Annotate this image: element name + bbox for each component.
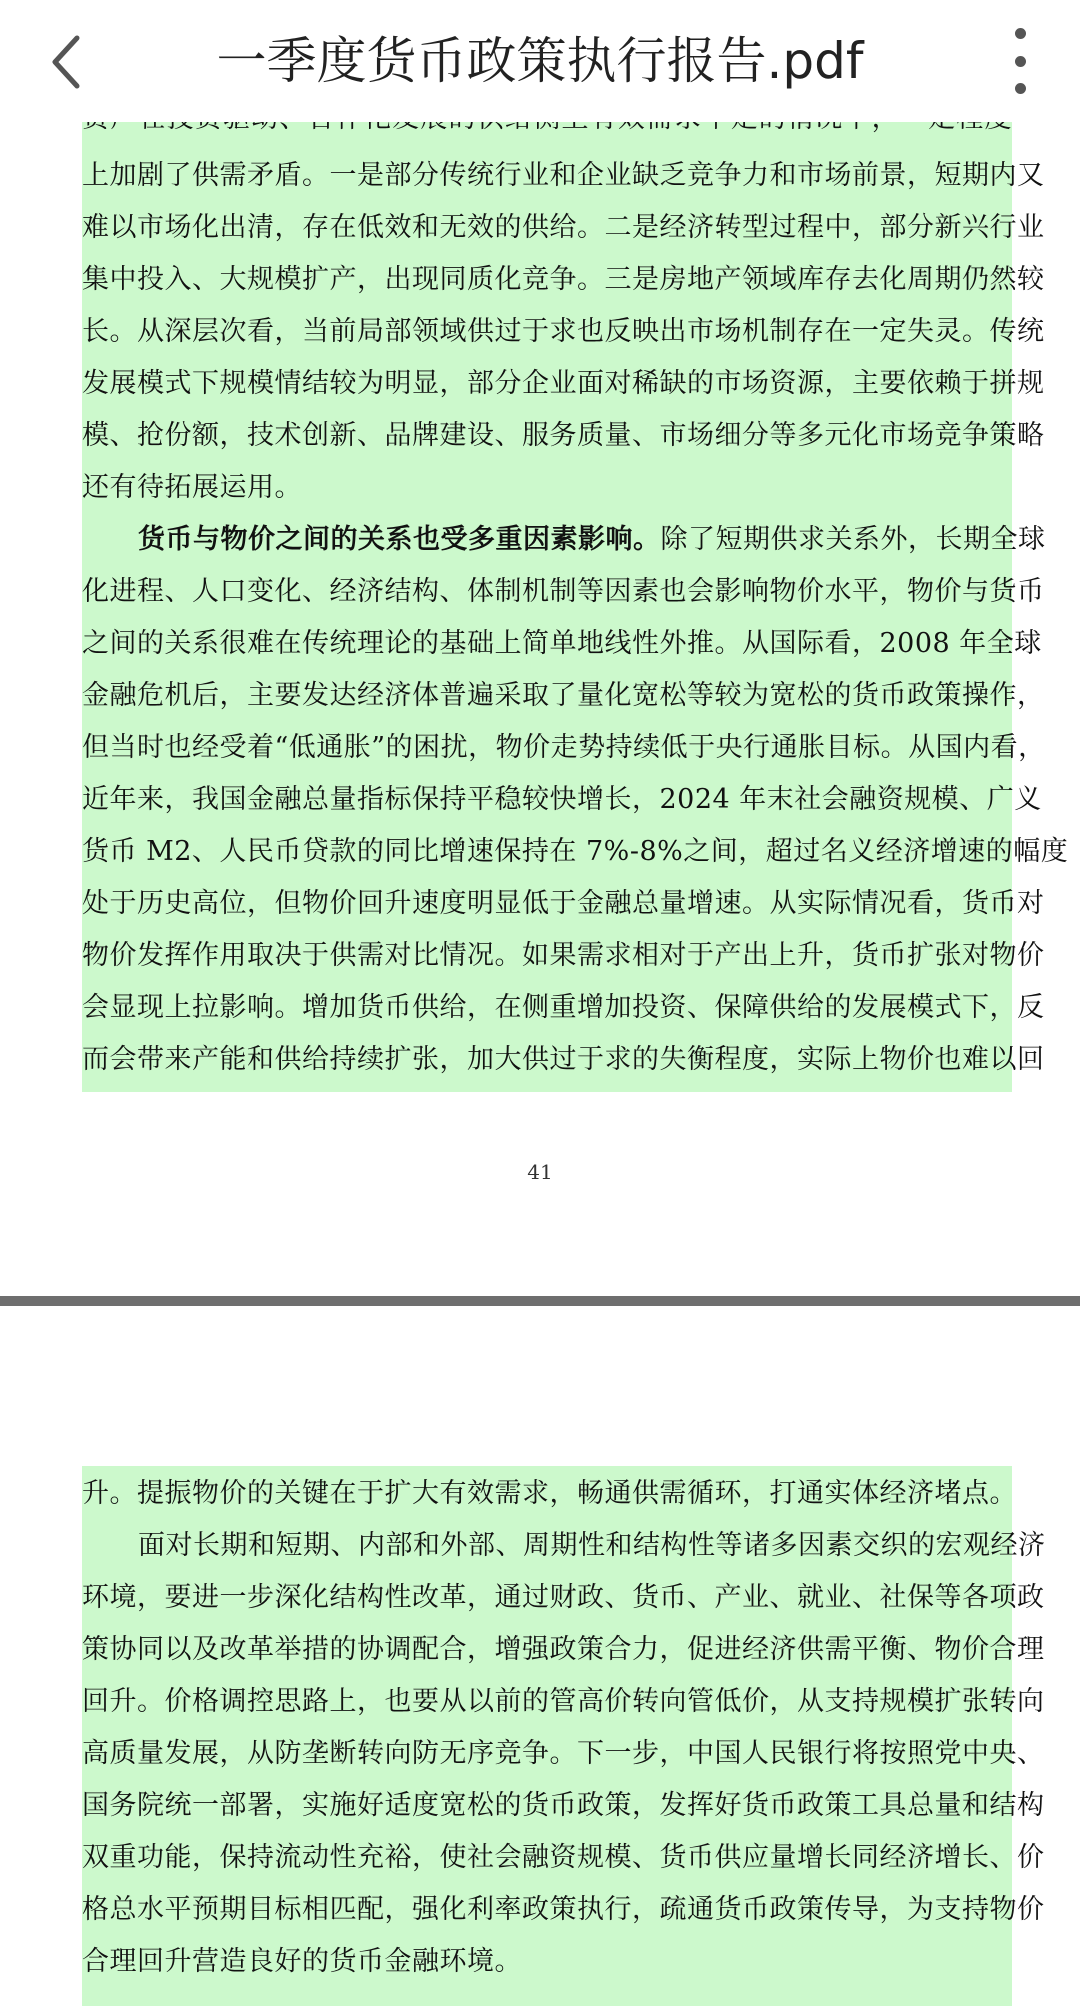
text-line: 化进程、人口变化、经济结构、体制机制等因素也会影响物价水平，物价与货币 xyxy=(82,576,1045,607)
text-line: 而会带来产能和供给持续扩张，加大供过于求的失衡程度，实际上物价也难以回 xyxy=(82,1044,1045,1075)
paragraph-lead-line: 面对长期和短期、内部和外部、周期性和结构性等诸多因素交织的宏观经济 xyxy=(138,1530,1046,1561)
text-line: 还有待拓展运用。 xyxy=(82,472,302,503)
text-line: 环境，要进一步深化结构性改革，通过财政、货币、产业、就业、社保等各项政 xyxy=(82,1582,1045,1613)
text-line: 处于历史高位，但物价回升速度明显低于金融总量增速。从实际情况看，货币对 xyxy=(82,888,1045,919)
more-dot xyxy=(1015,83,1026,94)
page-number: 41 xyxy=(527,1160,553,1184)
text-line: 货币 M2、人民币贷款的同比增速保持在 7%-8%之间，超过名义经济增速的幅度 xyxy=(82,836,1069,867)
pdf-page-42[interactable] xyxy=(0,1306,1080,2006)
text-line: 物价发挥作用取决于供需对比情况。如果需求相对于产出上升，货币扩张对物价 xyxy=(82,940,1045,971)
text-line: 回升。价格调控思路上，也要从以前的管高价转向管低价，从支持规模扩张转向 xyxy=(82,1686,1045,1717)
page-separator xyxy=(0,1296,1080,1306)
top-app-bar xyxy=(0,0,1080,122)
text-line: 合理回升营造良好的货币金融环境。 xyxy=(82,1946,522,1977)
text-line: 金融危机后，主要发达经济体普遍采取了量化宽松等较为宽松的货币政策操作， xyxy=(82,680,1045,711)
more-options-button[interactable] xyxy=(1000,28,1040,94)
text-line: 会显现上拉影响。增加货币供给，在侧重增加投资、保障供给的发展模式下，反 xyxy=(82,992,1045,1023)
text-line: 发展模式下规模情结较为明显，部分企业面对稀缺的市场资源，主要依赖于拼规 xyxy=(82,368,1045,399)
back-button[interactable] xyxy=(36,22,96,102)
text-line: 策协同以及改革举措的协调配合，增强政策合力，促进经济供需平衡、物价合理 xyxy=(82,1634,1045,1665)
bold-lead-sentence: 货币与物价之间的关系也受多重因素影响。 xyxy=(138,524,661,555)
text-line: 之间的关系很难在传统理论的基础上简单地线性外推。从国际看，2008 年全球 xyxy=(82,628,1042,659)
text-line: 上加剧了供需矛盾。一是部分传统行业和企业缺乏竞争力和市场前景，短期内又 xyxy=(82,160,1045,191)
text-line: 升。提振物价的关键在于扩大有效需求，畅通供需循环，打通实体经济堵点。 xyxy=(82,1478,1017,1509)
paragraph-lead-line xyxy=(82,520,1046,560)
more-vertical-icon xyxy=(1015,28,1026,39)
chevron-left-icon xyxy=(49,34,83,90)
lead-line-rest: 除了短期供求关系外，长期全球 xyxy=(660,524,1046,555)
text-line: 集中投入、大规模扩产，出现同质化竞争。三是房地产领域库存去化周期仍然较 xyxy=(82,264,1045,295)
text-line: 双重功能，保持流动性充裕，使社会融资规模、货币供应量增长同经济增长、价 xyxy=(82,1842,1045,1873)
text-line: 高质量发展，从防垄断转向防无序竞争。下一步，中国人民银行将按照党中央、 xyxy=(82,1738,1045,1769)
text-line: 国务院统一部署，实施好适度宽松的货币政策，发挥好货币政策工具总量和结构 xyxy=(82,1790,1045,1821)
text-line: 模、抢份额，技术创新、品牌建设、服务质量、市场细分等多元化市场竞争策略 xyxy=(82,420,1045,451)
more-dot xyxy=(1015,56,1026,67)
text-line: 难以市场化出清，存在低效和无效的供给。二是经济转型过程中，部分新兴行业 xyxy=(82,212,1045,243)
document-title: 一季度货币政策执行报告.pdf xyxy=(216,32,864,90)
text-line: 但当时也经受着“低通胀”的困扰，物价走势持续低于央行通胀目标。从国内看， xyxy=(82,732,1046,763)
text-line: 长。从深层次看，当前局部领域供过于求也反映出市场机制存在一定失灵。传统 xyxy=(82,316,1045,347)
text-line: 格总水平预期目标相匹配，强化利率政策执行，疏通货币政策传导，为支持物价 xyxy=(82,1894,1045,1925)
text-line: 近年来，我国金融总量指标保持平稳较快增长，2024 年末社会融资规模、广义 xyxy=(82,784,1042,815)
